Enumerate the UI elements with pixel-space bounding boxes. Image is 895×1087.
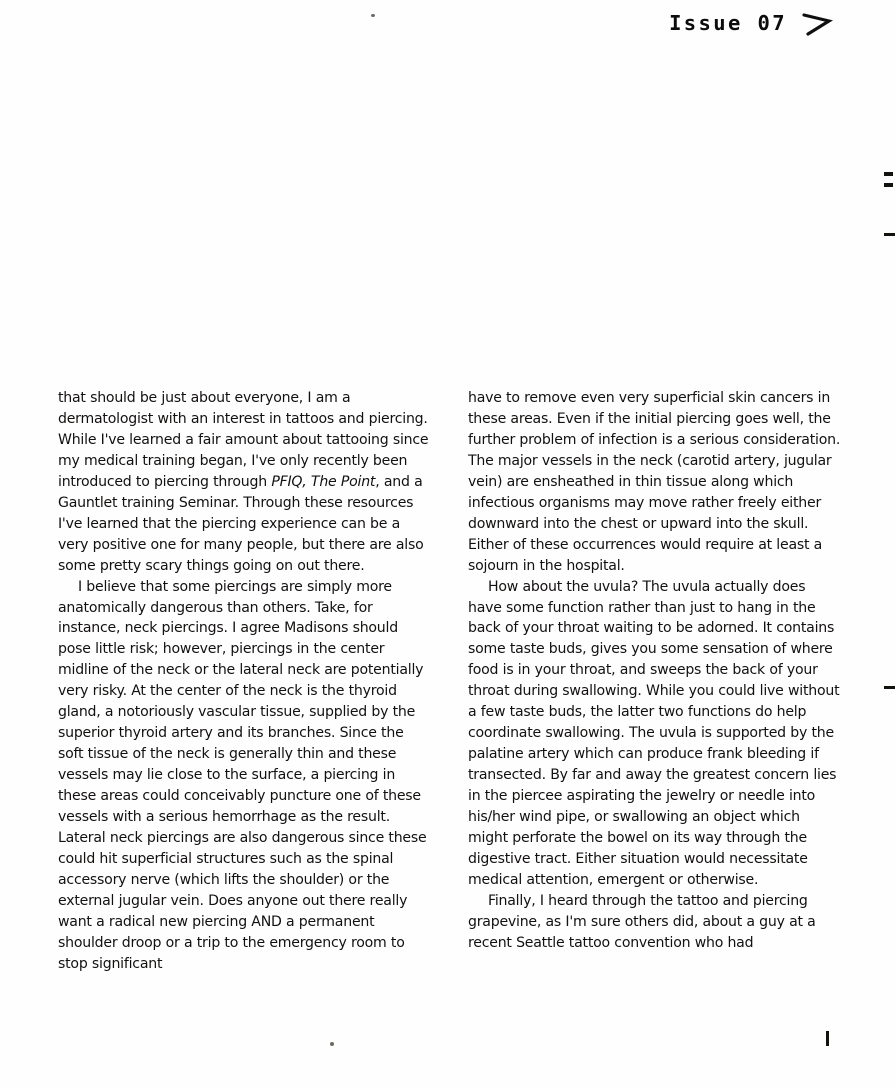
arrow-right-glyph-icon <box>801 8 833 38</box>
right-para-3: Finally, I heard through the tattoo and piercing grapevine, as I'm sure others did, about a guy at a recent Seattle tattoo convention who had <box>468 892 816 951</box>
right-edge-dash-lower <box>884 686 895 689</box>
right-edge-dash-upper-2 <box>884 183 893 187</box>
left-column <box>58 388 432 975</box>
bottom-center-speck <box>330 1042 334 1046</box>
left-para-1: that should be just about everyone, I am a dermatologist with an interest in tattoos and piercing. While I've learned a fair amount about tattooing since my medical training began, I've only recently been introduced to piercing through PFIQ, The Point, and a Gauntlet training Seminar. Through these resources I've learned that the piercing experience can be a very positive one for many people, but there are also some pretty scary things going on out there. <box>58 390 429 574</box>
right-edge-dash-upper <box>884 172 893 176</box>
article-body <box>58 388 842 975</box>
bottom-right-tick <box>826 1031 829 1046</box>
italic-title: PFIQ, The Point <box>271 473 376 490</box>
page-header <box>669 8 833 38</box>
right-edge-dash-mid <box>884 233 895 236</box>
right-column <box>468 388 842 975</box>
issue-label: Issue 07 <box>669 11 787 35</box>
left-para-2: I believe that some piercings are simply more anatomically dangerous than others. Take, for instance, neck piercings. I agree Madisons should pose little risk; however, piercings in the center midline of the neck or the lateral neck are potentially very risky. At the center of the neck is the thyroid gland, a notoriously vascular tissue, supplied by the superior thyroid artery and its branches. Since the soft tissue of the neck is generally thin and these vessels may lie close to the surface, a piercing in these areas could conceivably puncture one of these vessels with a serious hemorrhage as the result. Lateral neck piercings are also dangerous since these could hit superficial structures such as the spinal accessory nerve (which lifts the shoulder) or the external jugular vein. Does anyone out there really want a radical new piercing AND a permanent shoulder droop or a trip to the emergency room to stop significant <box>58 578 427 972</box>
right-para-1: have to remove even very superficial skin cancers in these areas. Even if the initial piercing goes well, the further problem of infection is a serious consideration. The major vessels in the neck (carotid artery, jugular vein) are ensheathed in thin tissue along which infectious organisms may move rather freely either downward into the chest or upward into the skull. Either of these occurrences would require at least a sojourn in the hospital. <box>468 390 841 574</box>
right-para-2: How about the uvula? The uvula actually does have some function rather than just to hang in the back of your throat waiting to be adorned. It contains some taste buds, gives you some sensation of where food is in your throat, and sweeps the back of your throat during swallowing. While you could live without a few taste buds, the latter two functions do help coordinate swallowing. The uvula is supported by the palatine artery which can produce frank bleeding if transected. By far and away the greatest concern lies in the piercee aspirating the jewelry or needle into his/her wind pipe, or swallowing an object which might perforate the bowel on its way through the digestive tract. Either situation would necessitate medical attention, emergent or otherwise. <box>468 578 840 888</box>
top-center-speck <box>371 14 375 17</box>
